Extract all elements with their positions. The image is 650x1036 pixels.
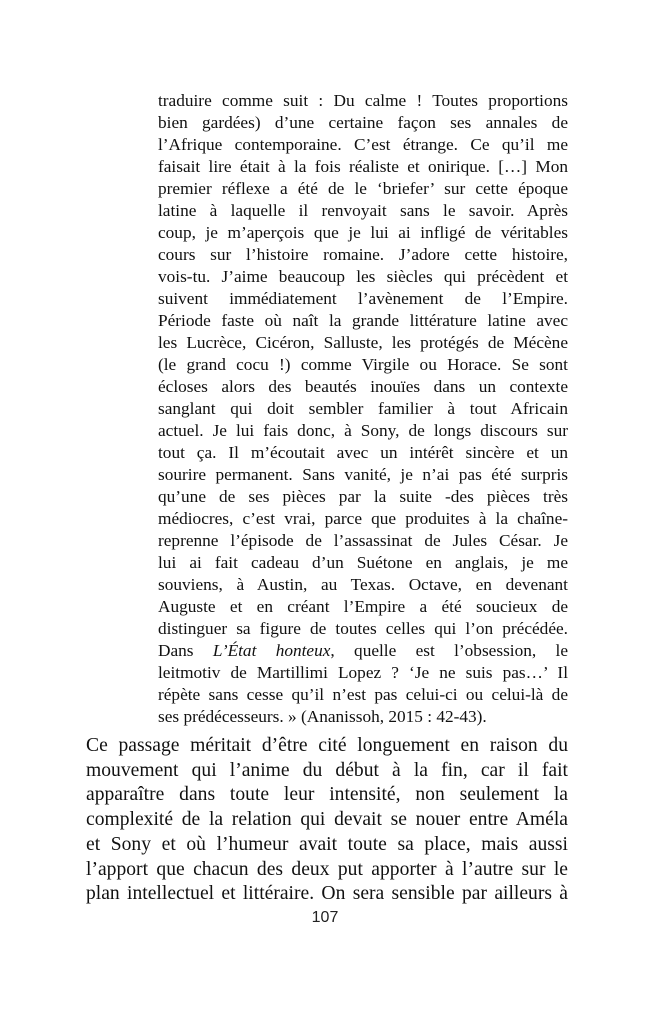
body-paragraph xyxy=(86,734,568,907)
body-line: plan intellectuel et littéraire. On sera sensible par ailleurs à xyxy=(86,883,568,905)
quote-line: reprenne l’épisode de l’assassinat de Jules César. Je xyxy=(158,531,568,550)
quote-line: suivent immédiatement l’avènement de l’Empire. xyxy=(158,289,568,308)
quote-line: Période faste où naît la grande littérature latine avec xyxy=(158,311,568,330)
quote-line: qu’une de ses pièces par la suite -des pièces très xyxy=(158,487,568,506)
quote-line: tout ça. Il m’écoutait avec un intérêt sincère et un xyxy=(158,443,568,462)
quote-text: , quelle est l’obsession, le xyxy=(330,641,568,660)
page-number: 107 xyxy=(311,909,339,926)
quote-line: premier réflexe a été de le ‘briefer’ sur cette époque xyxy=(158,179,568,198)
quote-line: traduire comme suit : Du calme ! Toutes proportions xyxy=(158,91,568,110)
quote-line: médiocres, c’est vrai, parce que produites à la chaîne- xyxy=(158,509,568,528)
quote-line: (le grand cocu !) comme Virgile ou Horace. Se sont xyxy=(158,355,568,374)
quote-line: l’Afrique contemporaine. C’est étrange. Ce qu’il me xyxy=(158,135,568,154)
quote-line: souviens, à Austin, au Texas. Octave, en devenant xyxy=(158,575,568,594)
quote-line: leitmotiv de Martillimi Lopez ? ‘Je ne suis pas…’ Il xyxy=(158,663,568,682)
quote-line: faisait lire était à la fois réaliste et onirique. […] Mon xyxy=(158,157,568,176)
quote-line: actuel. Je lui fais donc, à Sony, de longs discours sur xyxy=(158,421,568,440)
quote-line: latine à laquelle il renvoyait sans le savoir. Après xyxy=(158,201,568,220)
block-quote xyxy=(158,90,568,728)
quote-line: distinguer sa figure de toutes celles qui l’on précédée. xyxy=(158,619,568,638)
book-title: L’État honteux xyxy=(212,641,331,660)
quote-line: cours sur l’histoire romaine. J’adore cette histoire, xyxy=(158,245,568,264)
quote-line: coup, je m’aperçois que je lui ai infligé de véritables xyxy=(158,223,568,242)
quote-line: répète sans cesse qu’il n’est pas celui-ci ou celui-là de xyxy=(158,685,568,704)
quote-line: Auguste et en créant l’Empire a été soucieux de xyxy=(158,597,568,616)
body-line: mouvement qui l’anime du début à la fin, car il fait xyxy=(86,759,568,781)
quote-line: vois-tu. J’aime beaucoup les siècles qui précèdent et xyxy=(158,267,568,286)
quote-line: bien gardées) d’une certaine façon ses annales de xyxy=(158,113,568,132)
quote-line: sanglant qui doit sembler familier à tout Africain xyxy=(158,399,568,418)
quote-line-with-title xyxy=(158,640,568,662)
body-line: apparaître dans toute leur intensité, non seulement la xyxy=(86,784,568,806)
quote-line: les Lucrèce, Cicéron, Salluste, les protégés de Mécène xyxy=(158,333,568,352)
quote-line: ses prédécesseurs. » (Ananissoh, 2015 : 42-43). xyxy=(158,707,487,726)
body-line: Ce passage méritait d’être cité longuement en raison du xyxy=(86,735,568,756)
quote-line: sourire permanent. Sans vanité, je n’ai pas été surpris xyxy=(158,465,568,484)
body-line: et Sony et où l’humeur avait toute sa place, mais aussi xyxy=(86,833,568,855)
quote-line: écloses alors des beautés inouïes dans un contexte xyxy=(158,377,568,396)
body-line: l’apport que chacun des deux put apporter à l’autre sur le xyxy=(86,858,568,880)
quote-text: Dans xyxy=(158,641,213,660)
quote-line: lui ai fait cadeau d’un Suétone en anglais, je me xyxy=(158,553,568,572)
body-line: complexité de la relation qui devait se nouer entre Améla xyxy=(86,809,568,831)
